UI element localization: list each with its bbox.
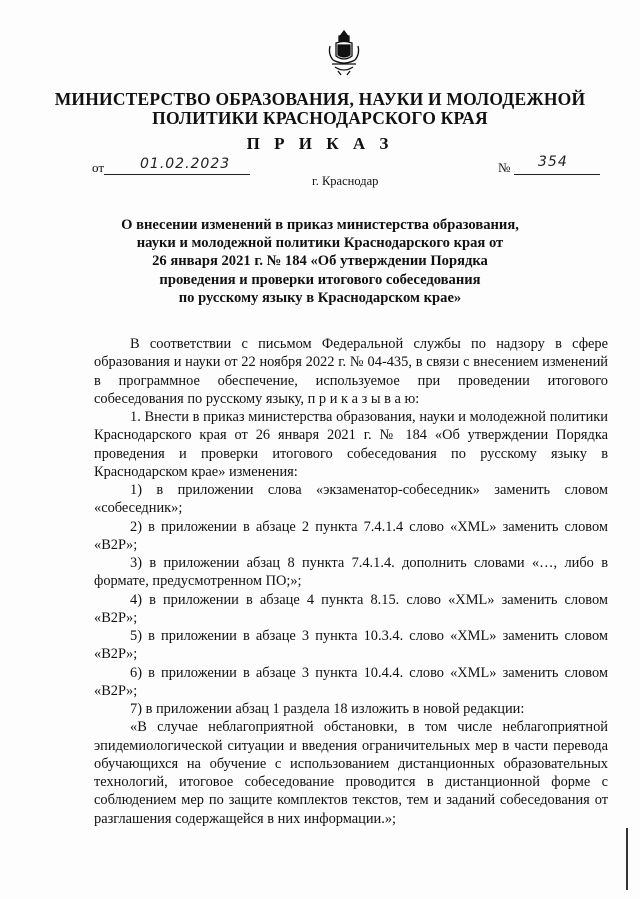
order-body: [94, 335, 608, 828]
subject-line: О внесении изменений в приказ министерства образования,: [121, 217, 519, 233]
number-underline: [514, 174, 600, 175]
date-prefix: от: [92, 160, 105, 175]
order-title: П Р И К А З: [246, 134, 394, 153]
ministry-name-line1: МИНИСТЕРСТВО ОБРАЗОВАНИЯ, НАУКИ И МОЛОДЕЖНОЙ: [54, 89, 586, 109]
subitem-2: 2) в приложении в абзаце 2 пункта 7.4.1.4 слово «XML» заменить словом «B2P»;: [94, 518, 608, 553]
coat-of-arms-emblem: [327, 28, 361, 78]
date-underline: [104, 174, 250, 175]
subject-line: проведения и проверки итогового собеседования: [159, 271, 481, 288]
scan-edge-mark: [626, 828, 628, 890]
order-date: 01.02.2023: [140, 156, 231, 172]
order-number: 354: [538, 154, 568, 170]
subject-line: науки и молодежной политики Краснодарского края от: [136, 235, 504, 252]
subitem-1: 1) в приложении слова «экзаменатор-собеседник» заменить словом «собеседник»;: [94, 482, 608, 517]
subitem-4: 4) в приложении в абзаце 4 пункта 8.15. слово «XML» заменить словом «B2P»;: [94, 591, 608, 626]
order-subject: [0, 216, 640, 307]
intro-paragraph: В соответствии с письмом Федеральной службы по надзору в сфере образования и науки от 22 ноября 2022 г. № 04-435, в связи с внесением изменений в программное обеспечение, используемое при проведении итогового собеседования по русскому языку, п р и к а з ы в а ю:: [94, 336, 608, 407]
subitem-7: 7) в приложении абзац 1 раздела 18 изложить в новой редакции:: [130, 701, 525, 717]
subitem-6: 6) в приложении в абзаце 3 пункта 10.4.4. слово «XML» заменить словом «B2P»;: [94, 664, 608, 699]
ministry-name-line2: ПОЛИТИКИ КРАСНОДАРСКОГО КРАЯ: [152, 108, 488, 128]
subitem-3: 3) в приложении абзац 8 пункта 7.4.1.4. дополнить словами «…, либо в формате, предусмотренном ПО;»;: [94, 555, 608, 590]
subject-line: 26 января 2021 г. № 184 «Об утверждении Порядка: [152, 253, 488, 270]
quoted-new-text: «В случае неблагоприятной обстановки, в том числе неблагоприятной эпидемиологической ситуации и введения ограничительных мер в части перевода обучающихся на обучение с использованием дистанционных образовательных технологий, итоговое собеседование проводится в дистанционной форме с соблюдением мер по защите комплектов текстов, тем и заданий собеседования от разглашения содержащейся в них информации.»;: [94, 719, 608, 827]
number-prefix: №: [498, 160, 511, 175]
city-label: г. Краснодар: [312, 174, 379, 188]
subitem-5: 5) в приложении в абзаце 3 пункта 10.3.4. слово «XML» заменить словом «B2P»;: [94, 628, 608, 663]
item-1-paragraph: 1. Внести в приказ министерства образования, науки и молодежной политики Краснодарского края от 26 января 2021 г. № 184 «Об утверждении Порядка проведения и проверки итогового собеседования по русскому языку в Краснодарском крае» изменения:: [94, 409, 608, 480]
subject-line: по русскому языку в Краснодарском крае»: [178, 289, 462, 306]
